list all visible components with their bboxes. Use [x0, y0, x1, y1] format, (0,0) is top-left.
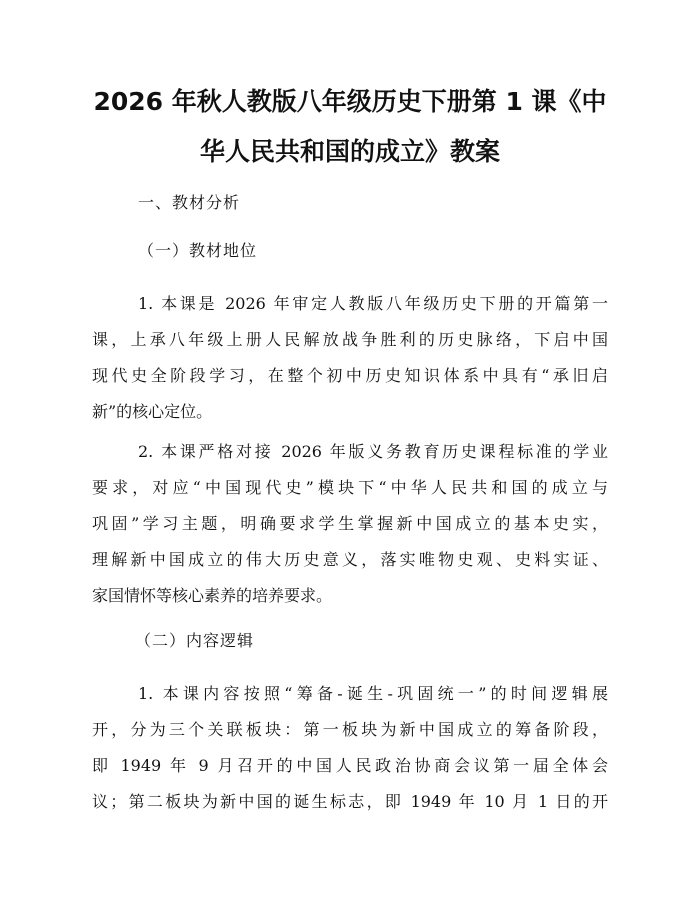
paragraph-3-line-4: 议；第二板块为新中国的诞生标志，即 1949 年 10 月 1 日的开 [92, 792, 608, 811]
section-heading-teaching-material-analysis: 一、教材分析 [138, 193, 241, 212]
document-title-line-1: 2026 年秋人教版八年级历史下册第 1 课《中 [93, 87, 607, 116]
paragraph-1-line-1: 1. 本课是 2026 年审定人教版八年级历史下册的开篇第一 [138, 294, 608, 313]
paragraph-2-line-3: 巩固”学习主题，明确要求学生掌握新中国成立的基本史实， [92, 514, 608, 533]
paragraph-3-line-2: 开，分为三个关联板块：第一板块为新中国成立的筹备阶段， [92, 720, 608, 739]
paragraph-1-line-4: 新”的核心定位。 [92, 402, 213, 421]
paragraph-2-line-5: 家国情怀等核心素养的培养要求。 [92, 586, 333, 605]
paragraph-3-line-3: 即 1949 年 9 月召开的中国人民政治协商会议第一届全体会 [92, 756, 608, 775]
paragraph-3-line-1: 1. 本课内容按照“筹备-诞生-巩固统一”的时间逻辑展 [138, 684, 608, 703]
paragraph-1-line-3: 现代史全阶段学习，在整个初中历史知识体系中具有“承旧启 [92, 366, 608, 385]
paragraph-2-line-2: 要求，对应“中国现代史”模块下“中华人民共和国的成立与 [92, 478, 608, 497]
subsection-heading-content-logic: （二）内容逻辑 [135, 631, 255, 650]
subsection-heading-material-status: （一）教材地位 [138, 241, 258, 260]
paragraph-1 [92, 286, 608, 430]
document-title-line-2: 华人民共和国的成立》教案 [199, 137, 500, 166]
paragraph-2 [92, 434, 608, 614]
paragraph-3 [92, 676, 608, 820]
paragraph-2-line-4: 理解新中国成立的伟大历史意义，落实唯物史观、史料实证、 [92, 550, 608, 569]
paragraph-1-line-2: 课，上承八年级上册人民解放战争胜利的历史脉络，下启中国 [92, 330, 608, 349]
paragraph-2-line-1: 2. 本课严格对接 2026 年版义务教育历史课程标准的学业 [138, 442, 608, 461]
